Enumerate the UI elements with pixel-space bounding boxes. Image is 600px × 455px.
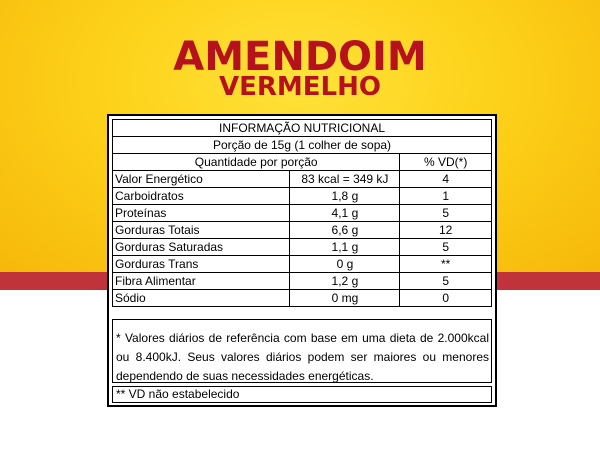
nutrient-vd: 4 <box>400 171 492 188</box>
nutrient-vd: ** <box>400 256 492 273</box>
nutrient-name: Carboidratos <box>113 188 290 205</box>
nutrient-amount: 4,1 g <box>290 205 400 222</box>
nutrient-name: Gorduras Totais <box>113 222 290 239</box>
nutrient-amount: 1,8 g <box>290 188 400 205</box>
table-row <box>113 256 492 273</box>
vd-not-established-note: ** VD não estabelecido <box>112 386 492 403</box>
table-row <box>113 205 492 222</box>
nutrient-name: Fibra Alimentar <box>113 273 290 290</box>
nutrient-name: Valor Energético <box>113 171 290 188</box>
nutrient-amount: 6,6 g <box>290 222 400 239</box>
nutrition-table <box>112 119 492 307</box>
table-row <box>113 273 492 290</box>
nutrition-label <box>107 114 497 407</box>
product-title: AMENDOIM <box>173 34 427 80</box>
table-heading-row <box>113 120 492 137</box>
nutrient-vd: 12 <box>400 222 492 239</box>
table-heading: INFORMAÇÃO NUTRICIONAL <box>113 120 492 137</box>
column-header-row <box>113 154 492 171</box>
nutrient-name: Proteínas <box>113 205 290 222</box>
serving-row <box>113 137 492 154</box>
nutrient-vd: 1 <box>400 188 492 205</box>
serving-size: Porção de 15g (1 colher de sopa) <box>113 137 492 154</box>
nutrient-name: Sódio <box>113 290 290 307</box>
daily-values-footnote: * Valores diários de referência com base em uma dieta de 2.000kcal ou 8.400kJ. Seus valores diários podem ser maiores ou menores dependendo de suas necessidades energéticas. <box>112 319 492 383</box>
nutrient-amount: 1,1 g <box>290 239 400 256</box>
nutrient-vd: 5 <box>400 273 492 290</box>
table-row <box>113 171 492 188</box>
nutrient-name: Gorduras Trans <box>113 256 290 273</box>
table-row <box>113 239 492 256</box>
nutrient-vd: 5 <box>400 205 492 222</box>
table-row <box>113 290 492 307</box>
nutrient-vd: 5 <box>400 239 492 256</box>
product-subtitle: VERMELHO <box>219 72 381 102</box>
col-vd-header: % VD(*) <box>400 154 492 171</box>
col-quantity-header: Quantidade por porção <box>113 154 400 171</box>
nutrient-amount: 83 kcal = 349 kJ <box>290 171 400 188</box>
nutrient-amount: 1,2 g <box>290 273 400 290</box>
nutrient-name: Gorduras Saturadas <box>113 239 290 256</box>
table-row <box>113 188 492 205</box>
nutrient-amount: 0 g <box>290 256 400 273</box>
nutrient-vd: 0 <box>400 290 492 307</box>
table-row <box>113 222 492 239</box>
nutrient-amount: 0 mg <box>290 290 400 307</box>
